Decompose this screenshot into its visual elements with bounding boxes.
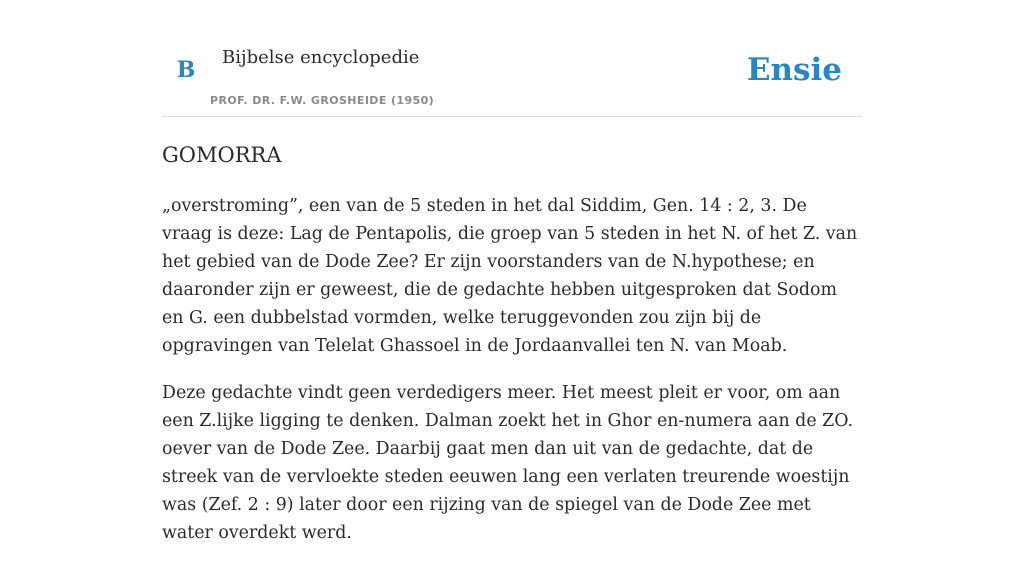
ensie-logo[interactable]: Ensie	[746, 52, 842, 88]
book-header	[162, 0, 862, 117]
entry-body	[162, 192, 862, 566]
entry-paragraph-1: „overstroming”, een van de 5 steden in het dal Siddim, Gen. 14 : 2, 3. De vraag is deze: Lag de Pentapolis, die groep van 5 steden in het N. of het Z. van het gebied van de Dode Zee? Er zijn voorstanders van de N.hypothese; en daaronder zijn er geweest, die de gedachte hebben uitgesproken dat Sodom en G. een dubbelstad vormden, welke teruggevonden zou zijn bij de opgravingen van Telelat Ghassoel in de Jordaanvallei ten N. van Moab.	[162, 196, 858, 356]
article-page	[162, 0, 862, 543]
book-author: PROF. DR. F.W. GROSHEIDE (1950)	[210, 94, 435, 107]
book-title-link[interactable]: Bijbelse encyclopedie	[222, 47, 420, 68]
entry-paragraph-2: Deze gedachte vindt geen verdedigers meer. Het meest pleit er voor, om aan een Z.lijke ligging te denken. Dalman zoekt het in Ghor en-numera aan de ZO. oever van de Dode Zee. Daarbij gaat men dan uit van de gedachte, dat de streek van de vervloekte steden eeuwen lang een verlaten treurende woestijn was (Zef. 2 : 9) later door een rijzing van de spiegel van de Dode Zee met water overdekt werd.	[162, 383, 853, 543]
book-initial-badge[interactable]: B	[176, 57, 196, 83]
entry-title: GOMORRA	[162, 143, 282, 167]
